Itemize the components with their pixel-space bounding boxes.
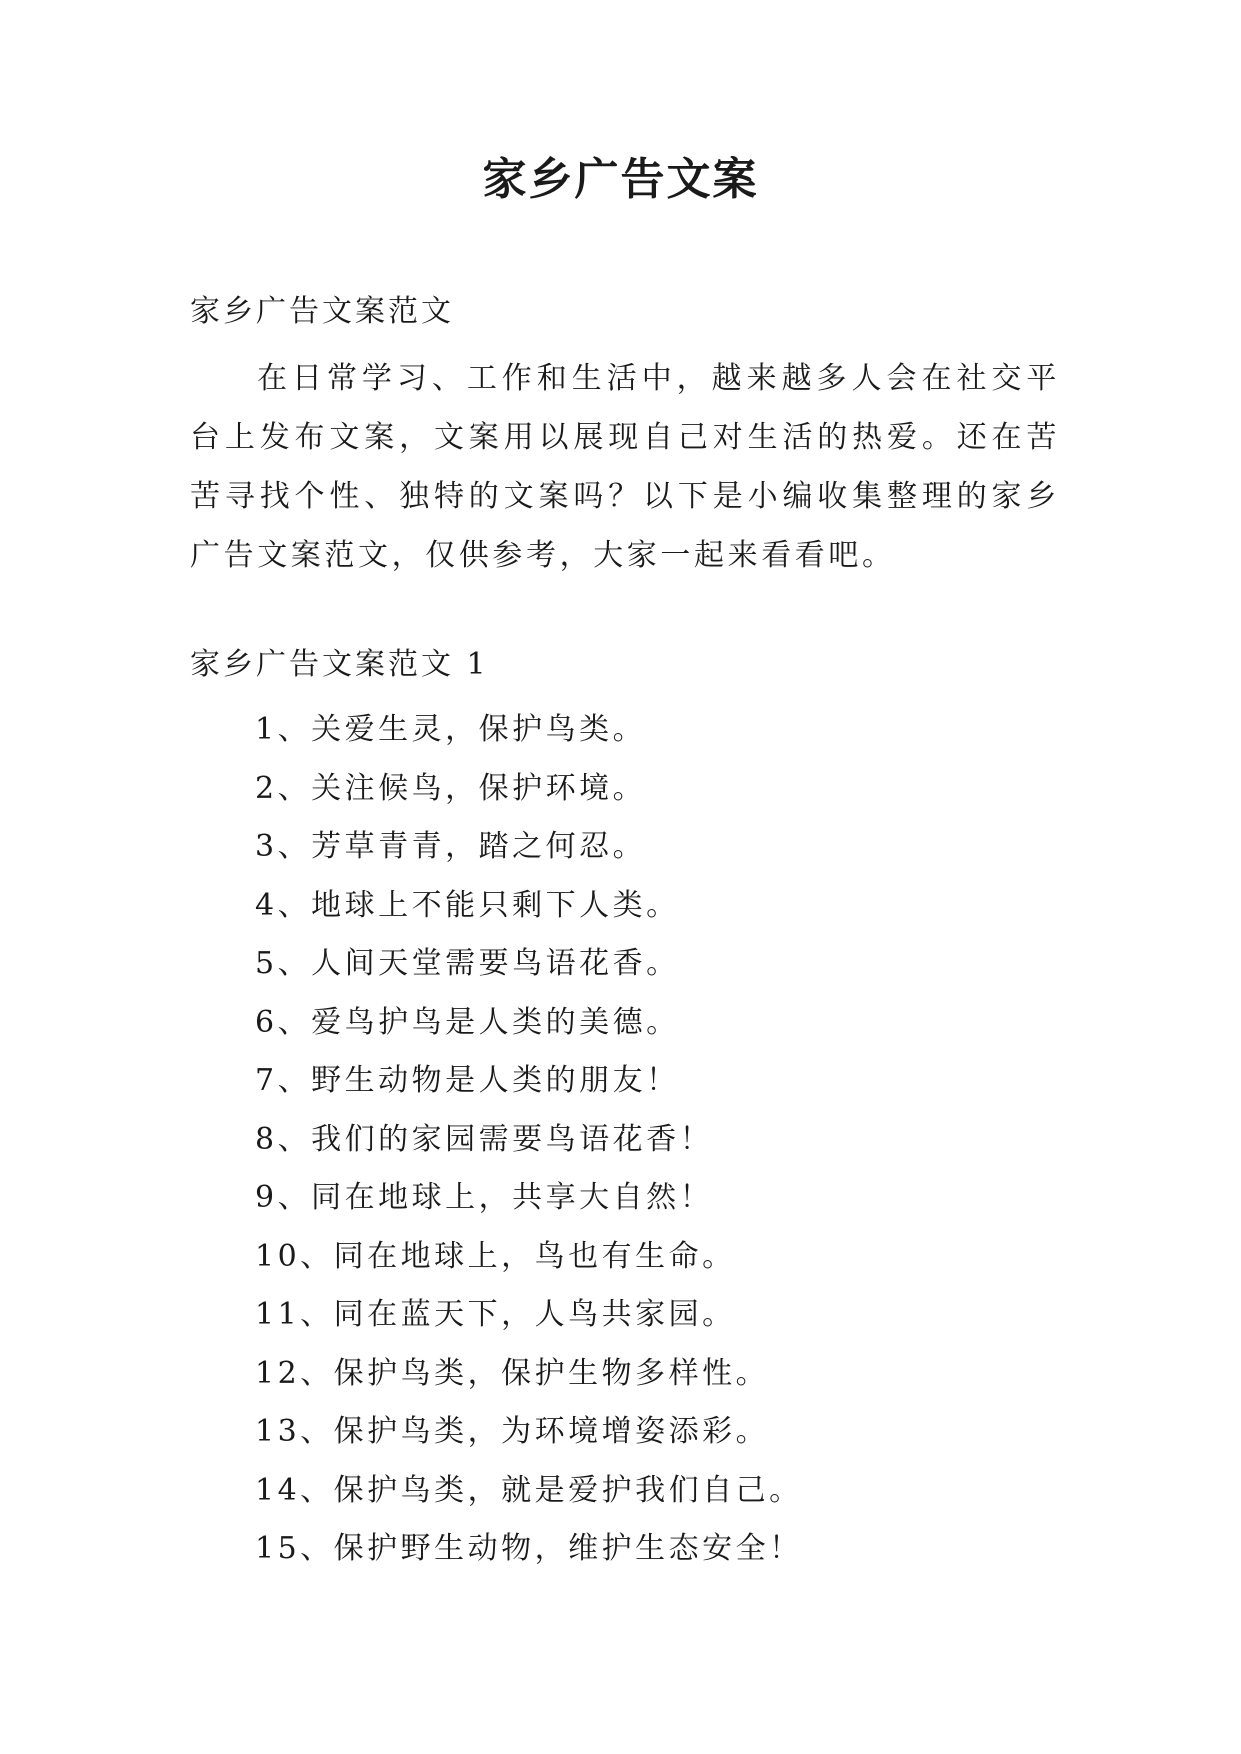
list-item: 11、同在蓝天下，人鸟共家园。	[255, 1297, 736, 1332]
section-heading: 家乡广告文案范文	[190, 294, 454, 329]
list-item: 3、芳草青青，踏之何忍。	[255, 829, 647, 864]
list-item: 13、保护鸟类，为环境增姿添彩。	[255, 1414, 770, 1449]
list-item: 6、爱鸟护鸟是人类的美德。	[255, 1004, 680, 1040]
list-item: 4、地球上不能只剩下人类。	[255, 887, 680, 923]
slogan-list	[255, 701, 803, 1579]
list-item: 1、关爱生灵，保护鸟类。	[255, 712, 647, 747]
list-item: 2、关注候鸟，保护环境。	[255, 770, 647, 806]
subsection-heading: 家乡广告文案范文 1	[190, 647, 489, 682]
list-item: 7、野生动物是人类的朋友！	[255, 1063, 680, 1098]
list-item: 5、人间天堂需要鸟语花香。	[255, 946, 680, 981]
list-item: 15、保护野生动物，维护生态安全！	[255, 1531, 803, 1566]
list-item: 10、同在地球上，鸟也有生命。	[255, 1238, 736, 1274]
list-item: 9、同在地球上，共享大自然！	[255, 1180, 714, 1215]
list-item: 8、我们的家园需要鸟语花香！	[255, 1121, 714, 1157]
list-item: 12、保护鸟类，保护生物多样性。	[255, 1355, 770, 1391]
document-title: 家乡广告文案	[482, 154, 759, 205]
intro-paragraph: 在日常学习、工作和生活中，越来越多人会在社交平台上发布文案，文案用以展现自己对生活的热爱。还在苦苦寻找个性、独特的文案吗？以下是小编收集整理的家乡广告文案范文，仅供参考，大家一起来看看吧。	[190, 361, 1060, 573]
list-item: 14、保护鸟类，就是爱护我们自己。	[255, 1472, 803, 1508]
